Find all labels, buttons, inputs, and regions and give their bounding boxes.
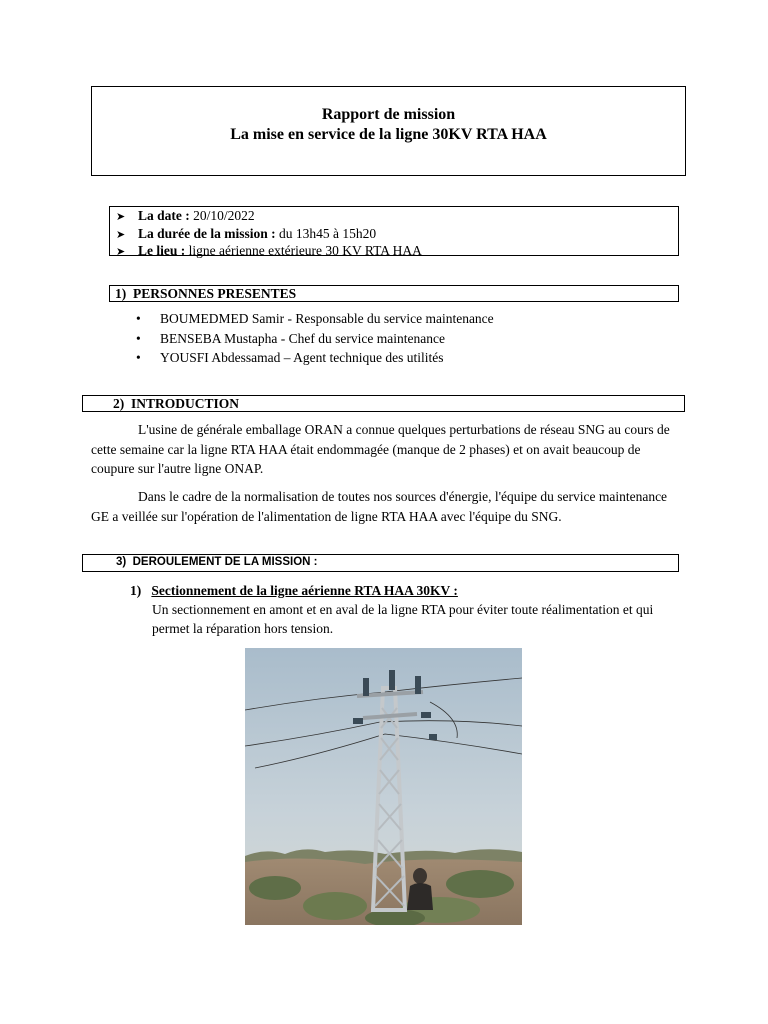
step-heading <box>130 582 458 601</box>
intro-paragraph-2 <box>91 487 676 526</box>
section-heading-deroulement <box>82 554 679 572</box>
arrow-bullet-icon: ➤ <box>116 246 126 258</box>
section-number: 1) <box>115 286 127 301</box>
section-number: 3) <box>116 556 127 568</box>
info-value: ligne aérienne extérieure 30 KV RTA HAA <box>185 243 422 258</box>
section-heading-introduction <box>82 395 685 412</box>
title-box <box>91 86 686 176</box>
bullet-icon: • <box>136 311 141 326</box>
section-title: PERSONNES PRESENTES <box>133 286 297 301</box>
info-duration <box>116 226 678 244</box>
list-item <box>136 348 494 368</box>
info-label: Le lieu : <box>138 243 186 258</box>
step-number: 1) <box>130 583 142 598</box>
intro-paragraph-1 <box>91 420 676 479</box>
power-pole-photo <box>245 648 522 925</box>
report-subtitle: La mise en service de la ligne 30KV RTA HAA <box>230 126 547 143</box>
person-text: YOUSFI Abdessamad – Agent technique des utilités <box>160 350 444 365</box>
section-number: 2) <box>113 396 125 411</box>
intro-text: Dans le cadre de la normalisation de toutes nos sources d'énergie, l'équipe du service maintenance GE a veillée sur l'opération de l'alimentation de ligne RTA HAA avec l'équipe du SNG. <box>91 489 668 524</box>
info-label: La durée de la mission : <box>138 225 276 241</box>
list-item <box>136 329 494 349</box>
bullet-icon: • <box>136 350 141 365</box>
section-title: INTRODUCTION <box>131 396 240 411</box>
info-value: du 13h45 à 15h20 <box>275 225 377 241</box>
person-text: BENSEBA Mustapha - Chef du service maintenance <box>160 330 445 346</box>
info-value: 20/10/2022 <box>189 208 255 223</box>
intro-text: L'usine de générale emballage ORAN a connue quelques perturbations de réseau SNG au cours de cette semaine car la ligne RTA HAA était endommagée (manque de 2 phases) et on avait beaucoup de coupure sur l'autre ligne ONAP. <box>91 422 670 476</box>
section-title: DEROULEMENT DE LA MISSION : <box>132 556 318 568</box>
step-description: Un sectionnement en amont et en aval de la ligne RTA pour éviter toute réalimentation et qui permet la réparation hors tension. <box>152 602 654 636</box>
info-date <box>116 208 678 226</box>
bullet-icon: • <box>136 330 141 346</box>
arrow-bullet-icon: ➤ <box>116 211 126 223</box>
list-item <box>136 309 494 329</box>
step-title: Sectionnement de la ligne aérienne RTA HAA 30KV : <box>151 583 458 598</box>
mission-info-box <box>109 206 679 256</box>
info-label: La date : <box>138 208 190 223</box>
people-list <box>136 309 494 368</box>
report-title: Rapport de mission <box>321 106 456 123</box>
arrow-bullet-icon: ➤ <box>116 228 126 241</box>
person-text: BOUMEDMED Samir - Responsable du service maintenance <box>160 311 494 326</box>
section-heading-personnes <box>109 285 679 302</box>
info-location <box>116 243 678 261</box>
